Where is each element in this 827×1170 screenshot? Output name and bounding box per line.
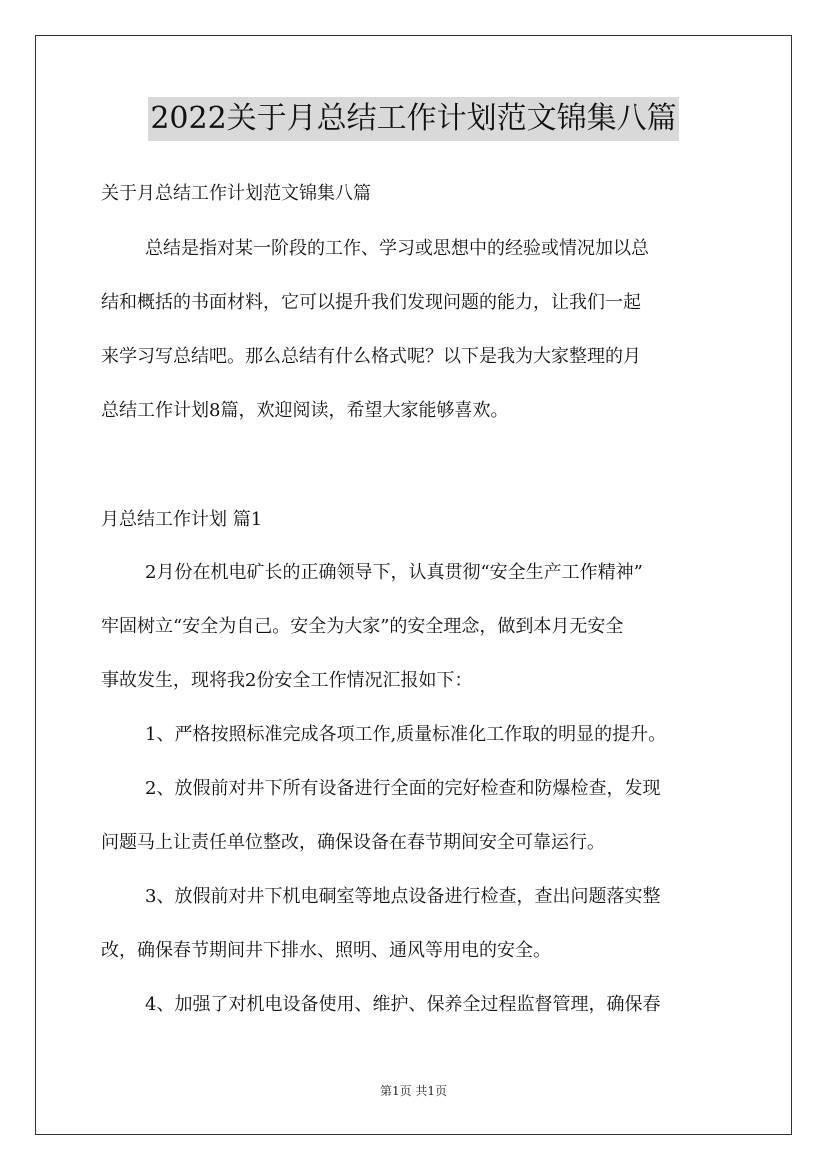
section-line-6: 问题马上让责任单位整改，确保设备在春节期间安全可靠运行。 bbox=[101, 832, 605, 853]
document-title: 2022关于月总结工作计划范文锦集八篇 bbox=[148, 97, 678, 141]
section-line-1: 2月份在机电矿长的正确领导下，认真贯彻“安全生产工作精神” bbox=[145, 562, 643, 583]
page-footer: 第1页 共1页 bbox=[379, 1084, 448, 1098]
section-line-9: 4、加强了对机电设备使用、维护、保养全过程监督管理，确保春 bbox=[145, 994, 661, 1015]
section-line-2: 牢固树立“安全为自己。安全为大家”的安全理念，做到本月无安全 bbox=[101, 616, 624, 637]
section-line-8: 改，确保春节期间井下排水、照明、通风等用电的安全。 bbox=[101, 940, 551, 961]
section-line-7: 3、放假前对井下机电硐室等地点设备进行检查，查出问题落实整 bbox=[145, 886, 661, 907]
intro-line-3: 来学习写总结吧。那么总结有什么格式呢？以下是我为大家整理的月 bbox=[101, 346, 641, 367]
section-line-3: 事故发生，现将我2份安全工作情况汇报如下： bbox=[101, 670, 473, 691]
section-heading: 月总结工作计划 篇1 bbox=[101, 509, 263, 530]
title-container bbox=[0, 97, 827, 141]
section-line-4: 1、严格按照标准完成各项工作,质量标准化工作取的明显的提升。 bbox=[145, 724, 667, 745]
section-line-5: 2、放假前对井下所有设备进行全面的完好检查和防爆检查，发现 bbox=[145, 778, 661, 799]
intro-line-2: 结和概括的书面材料，它可以提升我们发现问题的能力，让我们一起 bbox=[101, 292, 641, 313]
intro-line-1: 总结是指对某一阶段的工作、学习或思想中的经验或情况加以总 bbox=[145, 238, 649, 259]
intro-line-4: 总结工作计划8篇，欢迎阅读，希望大家能够喜欢。 bbox=[101, 400, 509, 421]
document-subtitle: 关于月总结工作计划范文锦集八篇 bbox=[101, 183, 371, 204]
